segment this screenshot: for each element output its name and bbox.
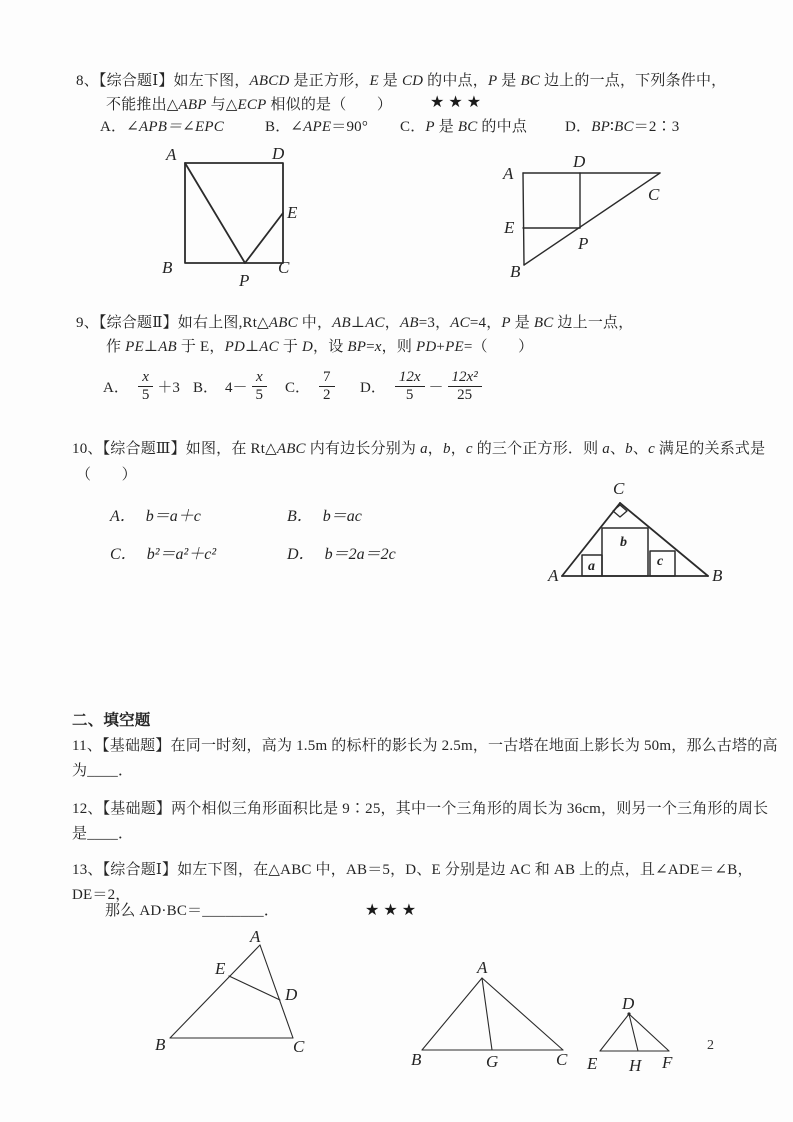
fig5-label-a: A xyxy=(477,958,488,977)
q9-option-d-label: D． xyxy=(360,379,386,396)
q10-option-d-expression: b＝2a＝2c xyxy=(324,546,396,563)
q10-option-b-expression: b＝ac xyxy=(322,508,362,525)
q9-option-b-expression: 4－ $\frac{x}{5}$ xyxy=(225,369,269,403)
fig6-label-h: H xyxy=(629,1056,642,1075)
fig6-label-d: D xyxy=(622,995,635,1013)
fig5-label-c: C xyxy=(556,1050,568,1069)
fig1-label-d: D xyxy=(272,144,285,163)
fig3-label-c-vertex: C xyxy=(613,479,625,498)
segment-pe xyxy=(245,213,283,263)
question-8-line-1: 8、【综合题Ⅰ】如左下图，ABCD 是正方形，E 是 CD 的中点，P 是 BC 边上的一点，下列条件中， xyxy=(76,73,727,89)
question-9-option-b xyxy=(193,362,269,410)
fig1-label-p: P xyxy=(239,271,250,290)
question-8-option-a: A．∠APB＝∠EPC xyxy=(100,119,224,135)
question-9-line-1: 9、【综合题Ⅱ】如右上图,Rt△ABC 中，AB⊥AC，AB=3，AC=4，P 是 BC 边上一点， xyxy=(76,315,634,331)
question-12-line-2: 是____． xyxy=(72,826,134,842)
fig5-label-g: G xyxy=(486,1052,499,1070)
fig6-label-e: E xyxy=(587,1054,598,1073)
question-11-line-2: 为____． xyxy=(72,763,134,779)
question-13-difficulty-stars: ★★★ xyxy=(365,900,421,919)
fig2-label-e: E xyxy=(504,218,515,237)
question-10-line-2: （ ） xyxy=(76,467,137,483)
question-10-option-d xyxy=(287,541,396,564)
q9-option-a-label: A． xyxy=(103,379,129,396)
fig2-label-p: P xyxy=(578,234,589,253)
figure-right-triangle-abc xyxy=(490,148,695,283)
question-13-line-2: DE＝2， xyxy=(72,887,131,903)
fig4-label-c: C xyxy=(293,1037,305,1056)
fig3-label-square-a: a xyxy=(588,559,595,574)
question-8-line-2: 不能推出△ABP 与△ECP 相似的是（ ） xyxy=(106,97,393,113)
q9-option-a-expression: $\frac{x}{5}$ ＋3 xyxy=(136,369,180,403)
figure-triangle-def-dh xyxy=(585,995,725,1080)
figure-triangle-abc-ed xyxy=(145,928,325,1056)
side-bc xyxy=(524,173,660,265)
question-10-option-b xyxy=(287,503,362,526)
fig5-label-b: B xyxy=(411,1050,422,1069)
question-9-option-a xyxy=(103,362,180,410)
side-ab xyxy=(523,173,524,265)
fig2-label-a: A xyxy=(503,164,514,183)
q9-option-c-label: C． xyxy=(285,379,311,396)
question-8-difficulty-stars: ★★★ xyxy=(430,92,486,111)
question-10-option-a xyxy=(110,503,201,526)
fig6-label-f: F xyxy=(662,1053,673,1072)
cevian-ag xyxy=(482,978,492,1050)
side-de xyxy=(600,1014,629,1051)
q9-option-d-expression: $\frac{12x}{5}$ － $\frac{\text{12x²}}{25}$ xyxy=(393,369,484,403)
question-9-line-2: 作 PE⊥AB 于 E，PD⊥AC 于 D，设 BP=x，则 PD+PE=（ ） xyxy=(106,339,534,355)
square-abcd xyxy=(185,163,283,263)
question-8-option-c: C．P 是 BC 的中点 xyxy=(400,119,528,135)
figure-triangle-abc-ag xyxy=(405,955,585,1070)
q9-option-c-expression: $\frac{7}{2}$ xyxy=(317,369,337,403)
question-11-line-1: 11、【基础题】在同一时刻，高为 1.5m 的标杆的影长为 2.5m，一古塔在地面上影长为 50m，那么古塔的高 xyxy=(72,738,778,754)
side-cb-right xyxy=(620,503,708,576)
question-9-option-d xyxy=(360,362,484,410)
fig4-label-a: A xyxy=(250,928,261,946)
fig1-label-e: E xyxy=(287,203,298,222)
q10-option-c-expression: b²＝a²＋c² xyxy=(146,546,217,563)
fig4-label-b: B xyxy=(155,1035,166,1054)
fig2-label-c: C xyxy=(648,185,660,204)
side-ab xyxy=(422,978,482,1050)
fig3-label-square-b: b xyxy=(620,535,627,550)
fig2-label-b: B xyxy=(510,262,521,281)
question-9-option-c xyxy=(285,362,337,410)
q10-option-d-label: D． xyxy=(287,546,315,563)
fig4-label-e: E xyxy=(215,959,226,978)
cevian-dh xyxy=(629,1014,638,1051)
figure-square-abcd xyxy=(155,140,305,292)
fig4-label-d: D xyxy=(285,985,298,1004)
question-12-line-1: 12、【基础题】两个相似三角形面积比是 9∶25，其中一个三角形的周长为 36cm，则另一个三角形的周长 xyxy=(72,801,769,817)
q10-option-c-label: C． xyxy=(110,546,137,563)
segment-ap xyxy=(185,163,245,263)
fig1-label-a: A xyxy=(166,145,177,164)
side-df xyxy=(629,1014,669,1051)
q10-option-a-label: A． xyxy=(110,508,136,525)
question-8-option-b: B．∠APE＝90° xyxy=(265,119,369,135)
side-ac xyxy=(482,978,563,1050)
question-13-line-1: 13、【综合题Ⅰ】如左下图，在△ABC 中，AB＝5，D、E 分别是边 AC 和 AB 上的点，且∠ADE＝∠B， xyxy=(72,862,753,878)
fig3-label-b-vertex: B xyxy=(712,566,723,585)
fig3-label-a-vertex: A xyxy=(548,566,559,585)
fig3-label-square-c: c xyxy=(657,554,664,569)
q10-option-a-expression: b＝a＋c xyxy=(145,508,201,525)
question-10-option-c xyxy=(110,541,216,564)
q9-option-b-label: B． xyxy=(193,379,219,396)
question-10-line-1: 10、【综合题Ⅲ】如图，在 Rt△ABC 内有边长分别为 a，b，c 的三个正方形．则 a、b、c 满足的关系式是 xyxy=(72,441,766,457)
figure-triangle-with-squares xyxy=(545,470,735,590)
q10-option-b-label: B． xyxy=(287,508,313,525)
section-2-title: 二、填空题 xyxy=(72,712,151,729)
fig1-label-b: B xyxy=(162,258,173,277)
question-8-option-d: D．BP∶BC＝2∶3 xyxy=(565,119,680,135)
page-number: 2 xyxy=(707,1038,714,1053)
fig1-label-c: C xyxy=(278,258,290,277)
fig2-label-d: D xyxy=(573,152,586,171)
question-13-line-3: 那么 AD·BC＝________． xyxy=(105,903,280,919)
